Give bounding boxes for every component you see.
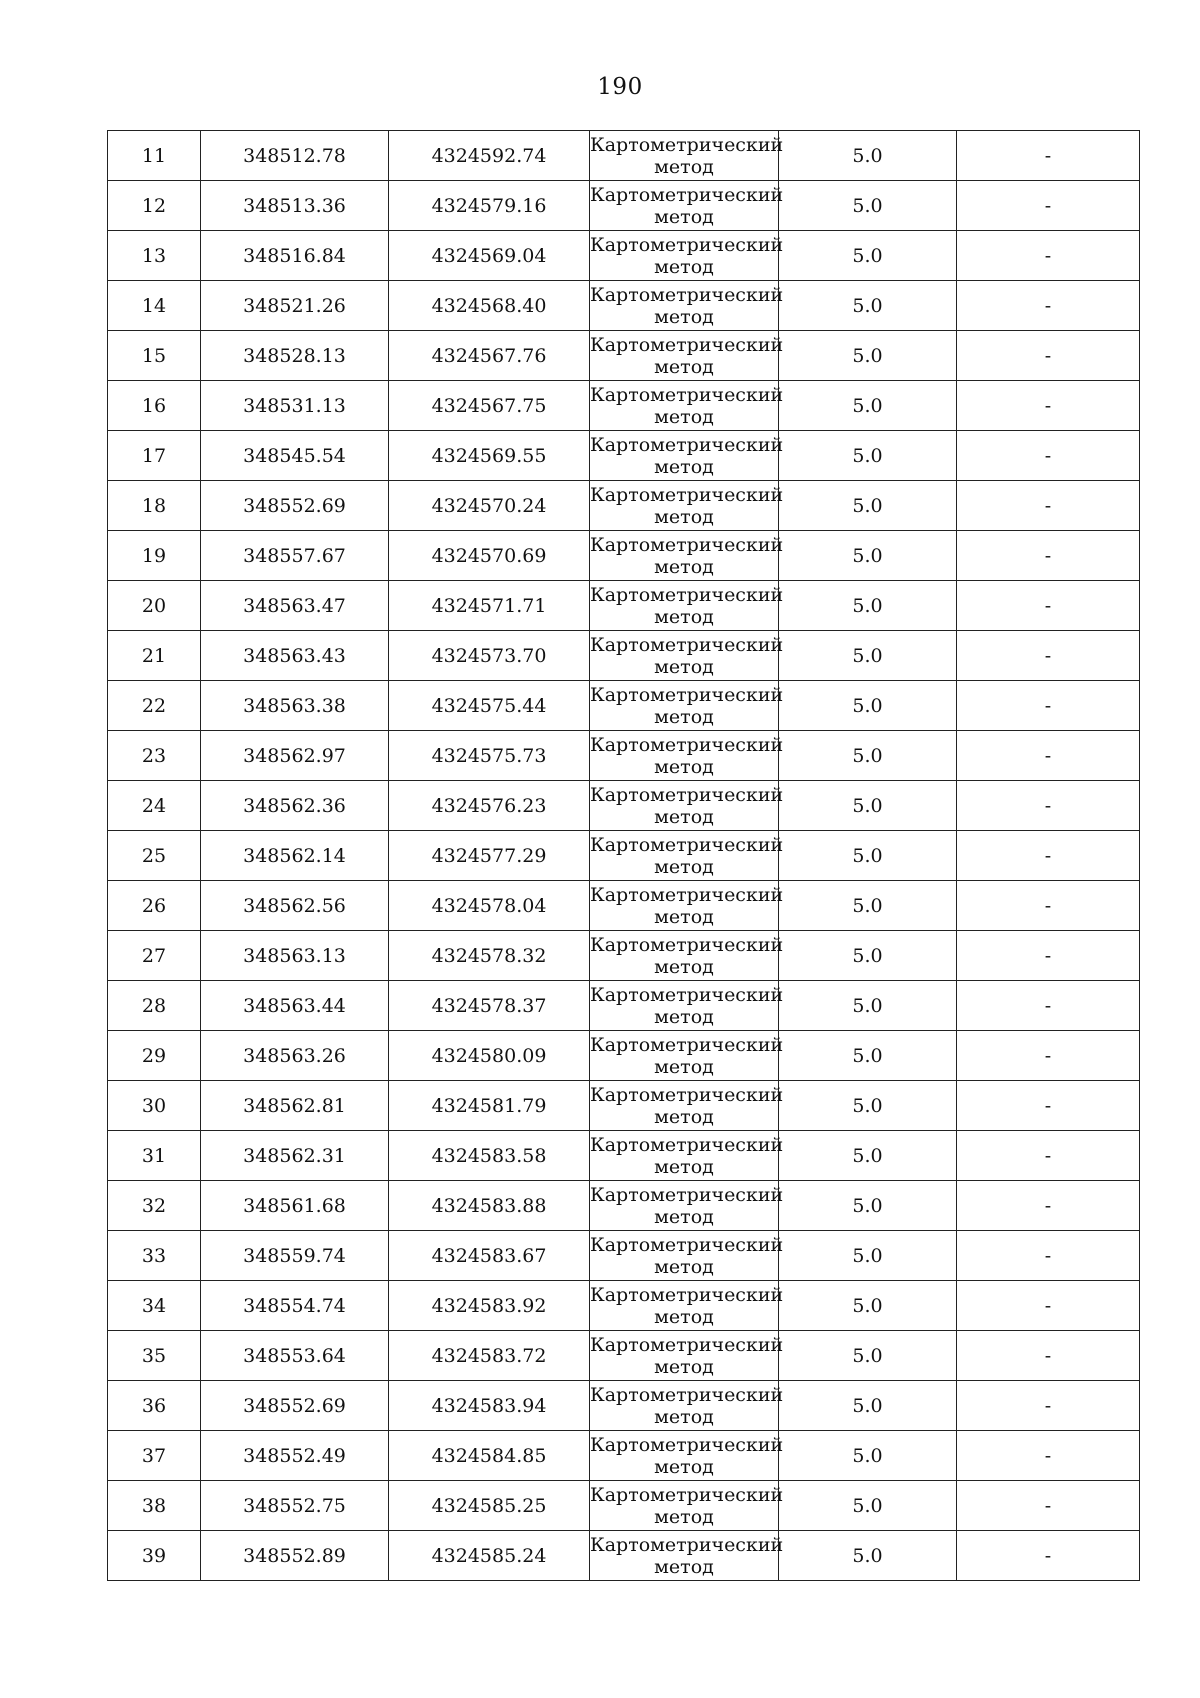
x-coordinate-cell: 348562.36: [201, 781, 389, 831]
y-coordinate-cell: 4324575.44: [389, 681, 590, 731]
method-line-1: Картометрический: [590, 1533, 784, 1556]
point-number-cell: 14: [108, 281, 201, 331]
table-row: [108, 1431, 1140, 1481]
accuracy-cell: 5.0: [779, 1531, 957, 1581]
y-coordinate-cell: 4324577.29: [389, 831, 590, 881]
x-coordinate-cell: 348562.56: [201, 881, 389, 931]
table-row: [108, 781, 1140, 831]
y-coordinate-cell: 4324567.75: [389, 381, 590, 431]
method-line-1: Картометрический: [590, 1283, 784, 1306]
x-coordinate-cell: 348563.38: [201, 681, 389, 731]
note-cell: -: [957, 1531, 1140, 1581]
method-line-1: Картометрический: [590, 1383, 784, 1406]
x-coordinate-cell: 348563.44: [201, 981, 389, 1031]
x-coordinate-cell: 348545.54: [201, 431, 389, 481]
method-line-2: метод: [654, 805, 714, 828]
accuracy-cell: 5.0: [779, 281, 957, 331]
accuracy-cell: 5.0: [779, 1131, 957, 1181]
accuracy-cell: 5.0: [779, 1181, 957, 1231]
table-row: [108, 181, 1140, 231]
method-line-2: метод: [654, 1055, 714, 1078]
accuracy-cell: 5.0: [779, 681, 957, 731]
table-row: [108, 1281, 1140, 1331]
point-number-cell: 19: [108, 531, 201, 581]
note-cell: -: [957, 931, 1140, 981]
note-cell: -: [957, 181, 1140, 231]
note-cell: -: [957, 681, 1140, 731]
y-coordinate-cell: 4324570.69: [389, 531, 590, 581]
accuracy-cell: 5.0: [779, 1481, 957, 1531]
y-coordinate-cell: 4324592.74: [389, 131, 590, 181]
y-coordinate-cell: 4324585.24: [389, 1531, 590, 1581]
accuracy-cell: 5.0: [779, 731, 957, 781]
table-row: [108, 881, 1140, 931]
table-row: [108, 1531, 1140, 1581]
method-line-1: Картометрический: [590, 1333, 784, 1356]
method-line-2: метод: [654, 1105, 714, 1128]
accuracy-cell: 5.0: [779, 1331, 957, 1381]
point-number-cell: 15: [108, 331, 201, 381]
note-cell: -: [957, 881, 1140, 931]
note-cell: -: [957, 781, 1140, 831]
note-cell: -: [957, 1131, 1140, 1181]
method-line-1: Картометрический: [590, 1033, 784, 1056]
accuracy-cell: 5.0: [779, 231, 957, 281]
x-coordinate-cell: 348552.75: [201, 1481, 389, 1531]
point-number-cell: 35: [108, 1331, 201, 1381]
point-number-cell: 27: [108, 931, 201, 981]
method-line-1: Картометрический: [590, 833, 784, 856]
method-line-2: метод: [654, 205, 714, 228]
accuracy-cell: 5.0: [779, 781, 957, 831]
x-coordinate-cell: 348563.26: [201, 1031, 389, 1081]
method-cell: [590, 631, 784, 681]
method-cell: [590, 931, 784, 981]
table-body: [108, 131, 1140, 1581]
point-number-cell: 12: [108, 181, 201, 231]
y-coordinate-cell: 4324576.23: [389, 781, 590, 831]
point-number-cell: 17: [108, 431, 201, 481]
table-row: [108, 1381, 1140, 1431]
table-row: [108, 281, 1140, 331]
table-row: [108, 231, 1140, 281]
accuracy-cell: 5.0: [779, 831, 957, 881]
x-coordinate-cell: 348557.67: [201, 531, 389, 581]
method-line-1: Картометрический: [590, 733, 784, 756]
table-row: [108, 681, 1140, 731]
point-number-cell: 33: [108, 1231, 201, 1281]
accuracy-cell: 5.0: [779, 1031, 957, 1081]
x-coordinate-cell: 348513.36: [201, 181, 389, 231]
method-line-2: метод: [654, 305, 714, 328]
method-cell: [590, 981, 784, 1031]
method-line-2: метод: [654, 455, 714, 478]
method-cell: [590, 1381, 784, 1431]
point-number-cell: 11: [108, 131, 201, 181]
method-line-1: Картометрический: [590, 983, 784, 1006]
method-line-2: метод: [654, 355, 714, 378]
method-cell: [590, 1481, 784, 1531]
x-coordinate-cell: 348521.26: [201, 281, 389, 331]
method-line-2: метод: [654, 1355, 714, 1378]
method-line-1: Картометрический: [590, 1433, 784, 1456]
point-number-cell: 36: [108, 1381, 201, 1431]
y-coordinate-cell: 4324581.79: [389, 1081, 590, 1131]
method-line-1: Картометрический: [590, 683, 784, 706]
method-line-1: Картометрический: [590, 1233, 784, 1256]
method-line-2: метод: [654, 605, 714, 628]
method-line-1: Картометрический: [590, 483, 784, 506]
method-cell: [590, 1081, 784, 1131]
point-number-cell: 39: [108, 1531, 201, 1581]
x-coordinate-cell: 348528.13: [201, 331, 389, 381]
point-number-cell: 37: [108, 1431, 201, 1481]
method-cell: [590, 531, 784, 581]
method-line-1: Картометрический: [590, 183, 784, 206]
x-coordinate-cell: 348531.13: [201, 381, 389, 431]
note-cell: -: [957, 1431, 1140, 1481]
method-line-1: Картометрический: [590, 783, 784, 806]
x-coordinate-cell: 348563.43: [201, 631, 389, 681]
method-cell: [590, 831, 784, 881]
point-number-cell: 28: [108, 981, 201, 1031]
method-cell: [590, 431, 784, 481]
method-cell: [590, 281, 784, 331]
accuracy-cell: 5.0: [779, 481, 957, 531]
method-line-2: метод: [654, 1305, 714, 1328]
method-line-2: метод: [654, 1155, 714, 1178]
accuracy-cell: 5.0: [779, 1431, 957, 1481]
accuracy-cell: 5.0: [779, 581, 957, 631]
point-number-cell: 22: [108, 681, 201, 731]
table-row: [108, 731, 1140, 781]
accuracy-cell: 5.0: [779, 1081, 957, 1131]
accuracy-cell: 5.0: [779, 631, 957, 681]
point-number-cell: 21: [108, 631, 201, 681]
x-coordinate-cell: 348562.97: [201, 731, 389, 781]
method-line-1: Картометрический: [590, 1483, 784, 1506]
point-number-cell: 24: [108, 781, 201, 831]
method-line-1: Картометрический: [590, 583, 784, 606]
table-row: [108, 1181, 1140, 1231]
point-number-cell: 31: [108, 1131, 201, 1181]
table-row: [108, 431, 1140, 481]
accuracy-cell: 5.0: [779, 931, 957, 981]
point-number-cell: 38: [108, 1481, 201, 1531]
point-number-cell: 26: [108, 881, 201, 931]
method-cell: [590, 1531, 784, 1581]
x-coordinate-cell: 348552.89: [201, 1531, 389, 1581]
y-coordinate-cell: 4324575.73: [389, 731, 590, 781]
y-coordinate-cell: 4324583.72: [389, 1331, 590, 1381]
y-coordinate-cell: 4324583.58: [389, 1131, 590, 1181]
table-row: [108, 981, 1140, 1031]
point-number-cell: 30: [108, 1081, 201, 1131]
table-row: [108, 1081, 1140, 1131]
y-coordinate-cell: 4324573.70: [389, 631, 590, 681]
table-row: [108, 581, 1140, 631]
note-cell: -: [957, 831, 1140, 881]
page-number: 190: [597, 74, 643, 100]
method-cell: [590, 1231, 784, 1281]
method-line-2: метод: [654, 1255, 714, 1278]
note-cell: -: [957, 581, 1140, 631]
table-row: [108, 1231, 1140, 1281]
x-coordinate-cell: 348563.13: [201, 931, 389, 981]
accuracy-cell: 5.0: [779, 181, 957, 231]
y-coordinate-cell: 4324578.32: [389, 931, 590, 981]
note-cell: -: [957, 231, 1140, 281]
point-number-cell: 18: [108, 481, 201, 531]
accuracy-cell: 5.0: [779, 981, 957, 1031]
x-coordinate-cell: 348552.69: [201, 1381, 389, 1431]
method-cell: [590, 881, 784, 931]
method-line-2: метод: [654, 1005, 714, 1028]
y-coordinate-cell: 4324578.37: [389, 981, 590, 1031]
method-line-1: Картометрический: [590, 1083, 784, 1106]
y-coordinate-cell: 4324571.71: [389, 581, 590, 631]
note-cell: -: [957, 731, 1140, 781]
accuracy-cell: 5.0: [779, 331, 957, 381]
table-row: [108, 481, 1140, 531]
note-cell: -: [957, 431, 1140, 481]
accuracy-cell: 5.0: [779, 381, 957, 431]
table-row: [108, 531, 1140, 581]
method-line-2: метод: [654, 1555, 714, 1578]
method-line-2: метод: [654, 1505, 714, 1528]
table-row: [108, 131, 1140, 181]
table-row: [108, 1131, 1140, 1181]
method-cell: [590, 231, 784, 281]
method-line-1: Картометрический: [590, 333, 784, 356]
method-line-1: Картометрический: [590, 933, 784, 956]
y-coordinate-cell: 4324583.94: [389, 1381, 590, 1431]
y-coordinate-cell: 4324585.25: [389, 1481, 590, 1531]
note-cell: -: [957, 981, 1140, 1031]
x-coordinate-cell: 348512.78: [201, 131, 389, 181]
method-line-2: метод: [654, 1455, 714, 1478]
point-number-cell: 13: [108, 231, 201, 281]
note-cell: -: [957, 281, 1140, 331]
y-coordinate-cell: 4324570.24: [389, 481, 590, 531]
method-line-2: метод: [654, 655, 714, 678]
method-line-2: метод: [654, 155, 714, 178]
point-number-cell: 25: [108, 831, 201, 881]
table-row: [108, 831, 1140, 881]
method-line-1: Картометрический: [590, 633, 784, 656]
method-cell: [590, 1131, 784, 1181]
coordinates-table: [107, 130, 1140, 1581]
method-line-1: Картометрический: [590, 233, 784, 256]
table-row: [108, 381, 1140, 431]
method-line-2: метод: [654, 705, 714, 728]
note-cell: -: [957, 631, 1140, 681]
note-cell: -: [957, 1331, 1140, 1381]
method-cell: [590, 1431, 784, 1481]
note-cell: -: [957, 481, 1140, 531]
point-number-cell: 34: [108, 1281, 201, 1331]
method-line-1: Картометрический: [590, 533, 784, 556]
x-coordinate-cell: 348559.74: [201, 1231, 389, 1281]
note-cell: -: [957, 1381, 1140, 1431]
method-line-1: Картометрический: [590, 1133, 784, 1156]
method-cell: [590, 1331, 784, 1381]
accuracy-cell: 5.0: [779, 131, 957, 181]
x-coordinate-cell: 348562.31: [201, 1131, 389, 1181]
method-line-2: метод: [654, 1405, 714, 1428]
accuracy-cell: 5.0: [779, 531, 957, 581]
method-cell: [590, 731, 784, 781]
note-cell: -: [957, 331, 1140, 381]
table-row: [108, 331, 1140, 381]
method-line-1: Картометрический: [590, 433, 784, 456]
table-row: [108, 931, 1140, 981]
method-line-2: метод: [654, 1205, 714, 1228]
note-cell: -: [957, 531, 1140, 581]
y-coordinate-cell: 4324569.04: [389, 231, 590, 281]
y-coordinate-cell: 4324567.76: [389, 331, 590, 381]
method-cell: [590, 181, 784, 231]
note-cell: -: [957, 1281, 1140, 1331]
y-coordinate-cell: 4324580.09: [389, 1031, 590, 1081]
x-coordinate-cell: 348552.49: [201, 1431, 389, 1481]
x-coordinate-cell: 348563.47: [201, 581, 389, 631]
note-cell: -: [957, 1181, 1140, 1231]
point-number-cell: 29: [108, 1031, 201, 1081]
note-cell: -: [957, 1481, 1140, 1531]
x-coordinate-cell: 348516.84: [201, 231, 389, 281]
accuracy-cell: 5.0: [779, 1231, 957, 1281]
method-cell: [590, 681, 784, 731]
method-cell: [590, 781, 784, 831]
method-line-1: Картометрический: [590, 1183, 784, 1206]
y-coordinate-cell: 4324583.92: [389, 1281, 590, 1331]
table-row: [108, 1331, 1140, 1381]
accuracy-cell: 5.0: [779, 1381, 957, 1431]
x-coordinate-cell: 348552.69: [201, 481, 389, 531]
method-line-2: метод: [654, 555, 714, 578]
method-line-2: метод: [654, 755, 714, 778]
table-row: [108, 631, 1140, 681]
method-line-2: метод: [654, 955, 714, 978]
x-coordinate-cell: 348554.74: [201, 1281, 389, 1331]
method-cell: [590, 331, 784, 381]
point-number-cell: 23: [108, 731, 201, 781]
method-line-1: Картометрический: [590, 283, 784, 306]
method-cell: [590, 381, 784, 431]
note-cell: -: [957, 1231, 1140, 1281]
point-number-cell: 32: [108, 1181, 201, 1231]
method-cell: [590, 1031, 784, 1081]
method-cell: [590, 581, 784, 631]
method-line-1: Картометрический: [590, 133, 784, 156]
point-number-cell: 20: [108, 581, 201, 631]
y-coordinate-cell: 4324583.88: [389, 1181, 590, 1231]
method-cell: [590, 131, 784, 181]
note-cell: -: [957, 1031, 1140, 1081]
point-number-cell: 16: [108, 381, 201, 431]
method-line-2: метод: [654, 405, 714, 428]
x-coordinate-cell: 348562.81: [201, 1081, 389, 1131]
y-coordinate-cell: 4324569.55: [389, 431, 590, 481]
note-cell: -: [957, 381, 1140, 431]
note-cell: -: [957, 131, 1140, 181]
y-coordinate-cell: 4324579.16: [389, 181, 590, 231]
method-line-1: Картометрический: [590, 883, 784, 906]
table-row: [108, 1481, 1140, 1531]
y-coordinate-cell: 4324583.67: [389, 1231, 590, 1281]
method-line-2: метод: [654, 505, 714, 528]
accuracy-cell: 5.0: [779, 1281, 957, 1331]
x-coordinate-cell: 348562.14: [201, 831, 389, 881]
accuracy-cell: 5.0: [779, 881, 957, 931]
method-cell: [590, 481, 784, 531]
method-cell: [590, 1181, 784, 1231]
y-coordinate-cell: 4324584.85: [389, 1431, 590, 1481]
method-line-2: метод: [654, 905, 714, 928]
y-coordinate-cell: 4324578.04: [389, 881, 590, 931]
x-coordinate-cell: 348561.68: [201, 1181, 389, 1231]
method-line-2: метод: [654, 855, 714, 878]
method-cell: [590, 1281, 784, 1331]
note-cell: -: [957, 1081, 1140, 1131]
table-row: [108, 1031, 1140, 1081]
accuracy-cell: 5.0: [779, 431, 957, 481]
y-coordinate-cell: 4324568.40: [389, 281, 590, 331]
method-line-2: метод: [654, 255, 714, 278]
x-coordinate-cell: 348553.64: [201, 1331, 389, 1381]
method-line-1: Картометрический: [590, 383, 784, 406]
